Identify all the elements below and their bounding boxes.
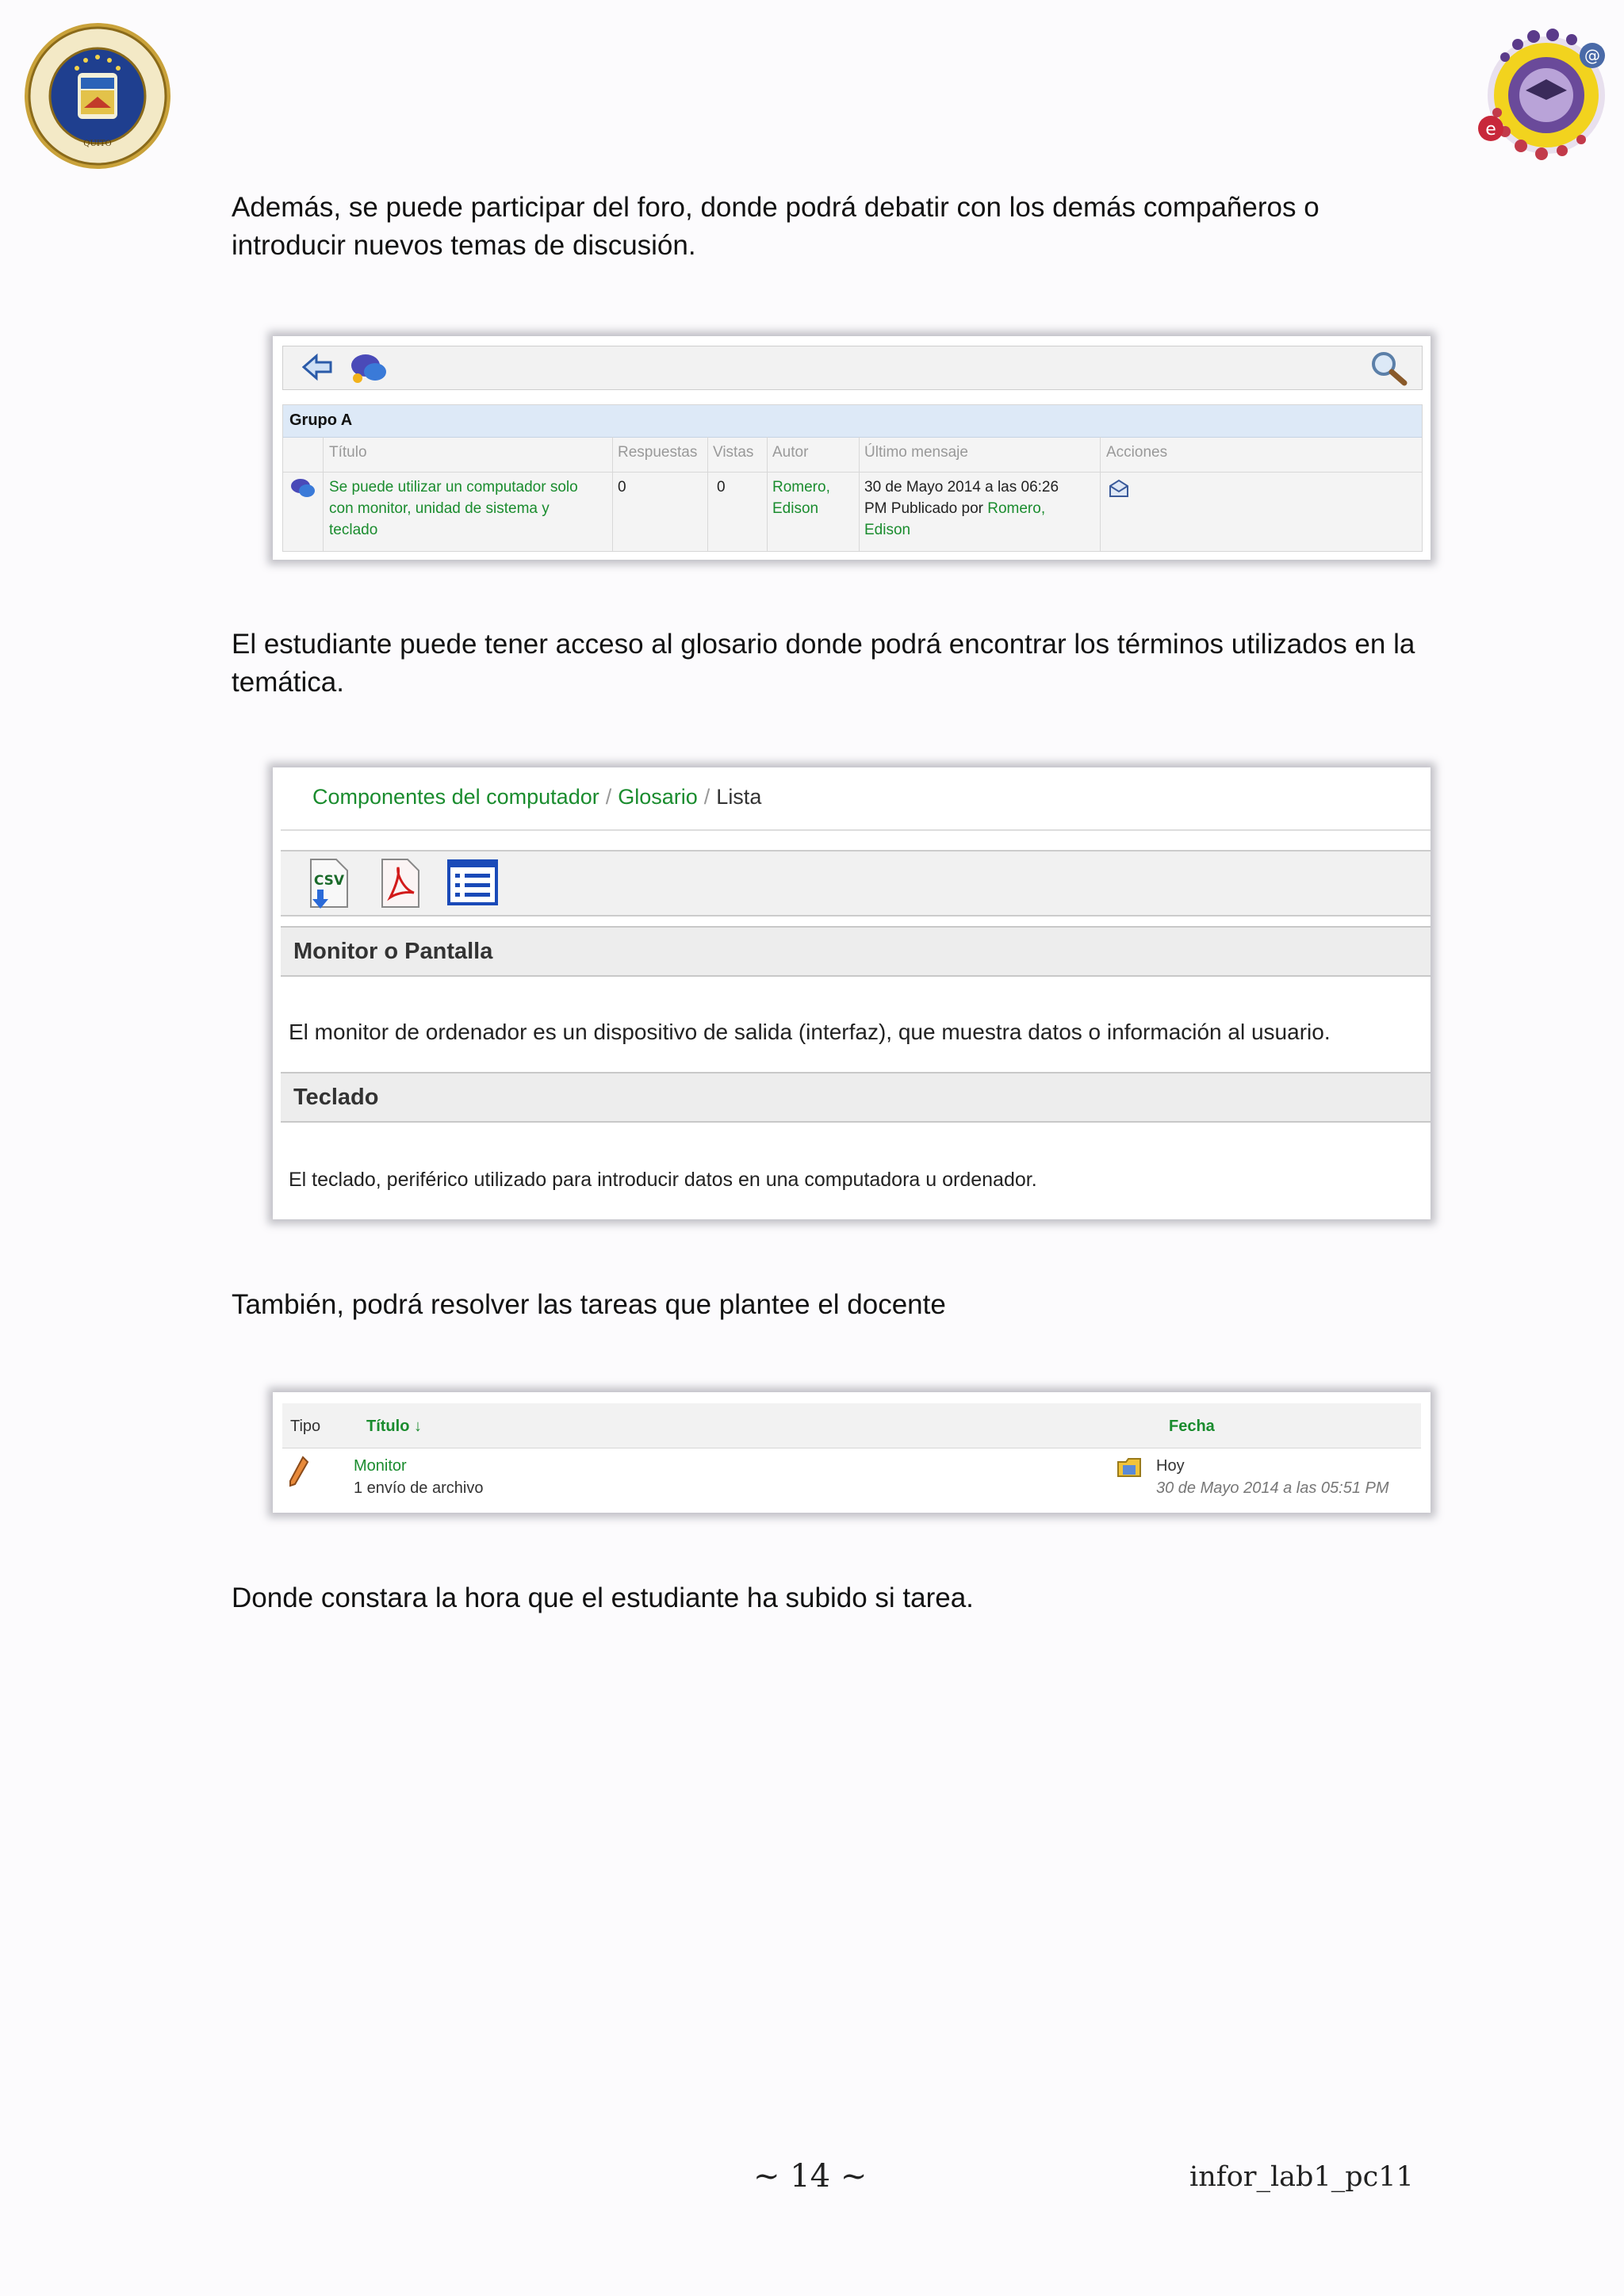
forum-toolbar — [282, 346, 1423, 390]
intro-tasks-paragraph: También, podrá resolver las tareas que plantee el docente — [232, 1289, 946, 1320]
svg-text:QUITO: QUITO — [83, 140, 112, 148]
col-header-author[interactable]: Autor — [772, 444, 809, 461]
svg-text:CSV: CSV — [313, 873, 345, 889]
export-toolbar — [281, 850, 1431, 916]
col-header-replies[interactable]: Respuestas — [618, 444, 698, 461]
last-author-link[interactable]: Romero, — [987, 500, 1046, 517]
svg-text:e: e — [1485, 120, 1496, 140]
svg-text:@: @ — [1584, 46, 1600, 65]
glossary-screenshot — [273, 767, 1431, 1219]
tasks-table-header — [282, 1403, 1421, 1448]
col-header-type: Tipo — [290, 1418, 321, 1435]
col-header-title[interactable]: Título — [329, 444, 367, 461]
breadcrumb: Componentes del computador / Glosario / Lista — [312, 785, 762, 809]
mail-action-icon[interactable] — [1108, 478, 1130, 503]
last-message-info: 30 de Mayo 2014 a las 06:26 PM Publicado por Romero, Edison — [864, 479, 1059, 538]
faculty-logo — [1473, 17, 1616, 168]
forum-screenshot — [273, 336, 1431, 560]
task-subtitle: 1 envío de archivo — [354, 1479, 484, 1497]
glossary-term-header: Teclado — [281, 1072, 1431, 1123]
glossary-definition: El monitor de ordenador es un dispositivo de salida (interfaz), que muestra datos o información al usuario. — [289, 1020, 1331, 1044]
list-view-icon[interactable] — [447, 858, 498, 911]
col-header-views[interactable]: Vistas — [713, 444, 754, 461]
forum-group-row: Grupo A — [283, 405, 1422, 438]
task-title-link[interactable]: Monitor — [354, 1457, 407, 1475]
breadcrumb-current: Lista — [716, 785, 762, 809]
col-header-date[interactable]: Fecha — [1169, 1418, 1215, 1435]
university-seal-logo — [22, 21, 173, 171]
task-date-full: 30 de Mayo 2014 a las 05:51 PM — [1156, 1479, 1389, 1497]
views-count: 0 — [717, 479, 726, 496]
replies-count: 0 — [618, 479, 626, 496]
breadcrumb-course-link[interactable]: Componentes del computador — [312, 785, 599, 809]
closing-paragraph: Donde constara la hora que el estudiante ha subido si tarea. — [232, 1582, 974, 1613]
intro-forum-paragraph: Además, se puede participar del foro, donde podrá debatir con los demás compañeros o introducir nuevos temas de discusión. — [232, 192, 1320, 261]
breadcrumb-glossary-link[interactable]: Glosario — [618, 785, 698, 809]
author-link[interactable]: Romero, Edison — [772, 479, 830, 517]
forum-users-icon[interactable] — [348, 350, 389, 390]
document-code: infor_lab1_pc11 — [1189, 2161, 1414, 2193]
csv-export-icon[interactable] — [304, 856, 352, 914]
pencil-icon — [289, 1456, 309, 1491]
page-number: ~ 14 ~ — [753, 2158, 868, 2195]
col-header-last-message[interactable]: Último mensaje — [864, 444, 968, 461]
search-icon[interactable] — [1369, 350, 1408, 390]
glossary-definition: El teclado, periférico utilizado para introducir datos en una computadora u ordenador. — [289, 1169, 1037, 1191]
col-header-title[interactable]: Título ↓ — [366, 1418, 422, 1435]
back-arrow-icon[interactable] — [302, 353, 334, 385]
col-header-actions: Acciones — [1106, 444, 1168, 461]
tasks-screenshot — [273, 1392, 1431, 1513]
discussion-icon — [289, 476, 316, 504]
discussion-title-link[interactable]: Se puede utilizar un computador solo con monitor, unidad de sistema y teclado — [329, 479, 578, 538]
intro-glossary-paragraph: El estudiante puede tener acceso al glosario donde podrá encontrar los términos utilizados en la temática. — [232, 629, 1415, 698]
folder-icon — [1116, 1456, 1143, 1483]
task-date-label: Hoy — [1156, 1457, 1185, 1475]
pdf-export-icon[interactable] — [376, 856, 423, 914]
forum-table — [282, 404, 1423, 552]
glossary-term-header: Monitor o Pantalla — [281, 926, 1431, 977]
